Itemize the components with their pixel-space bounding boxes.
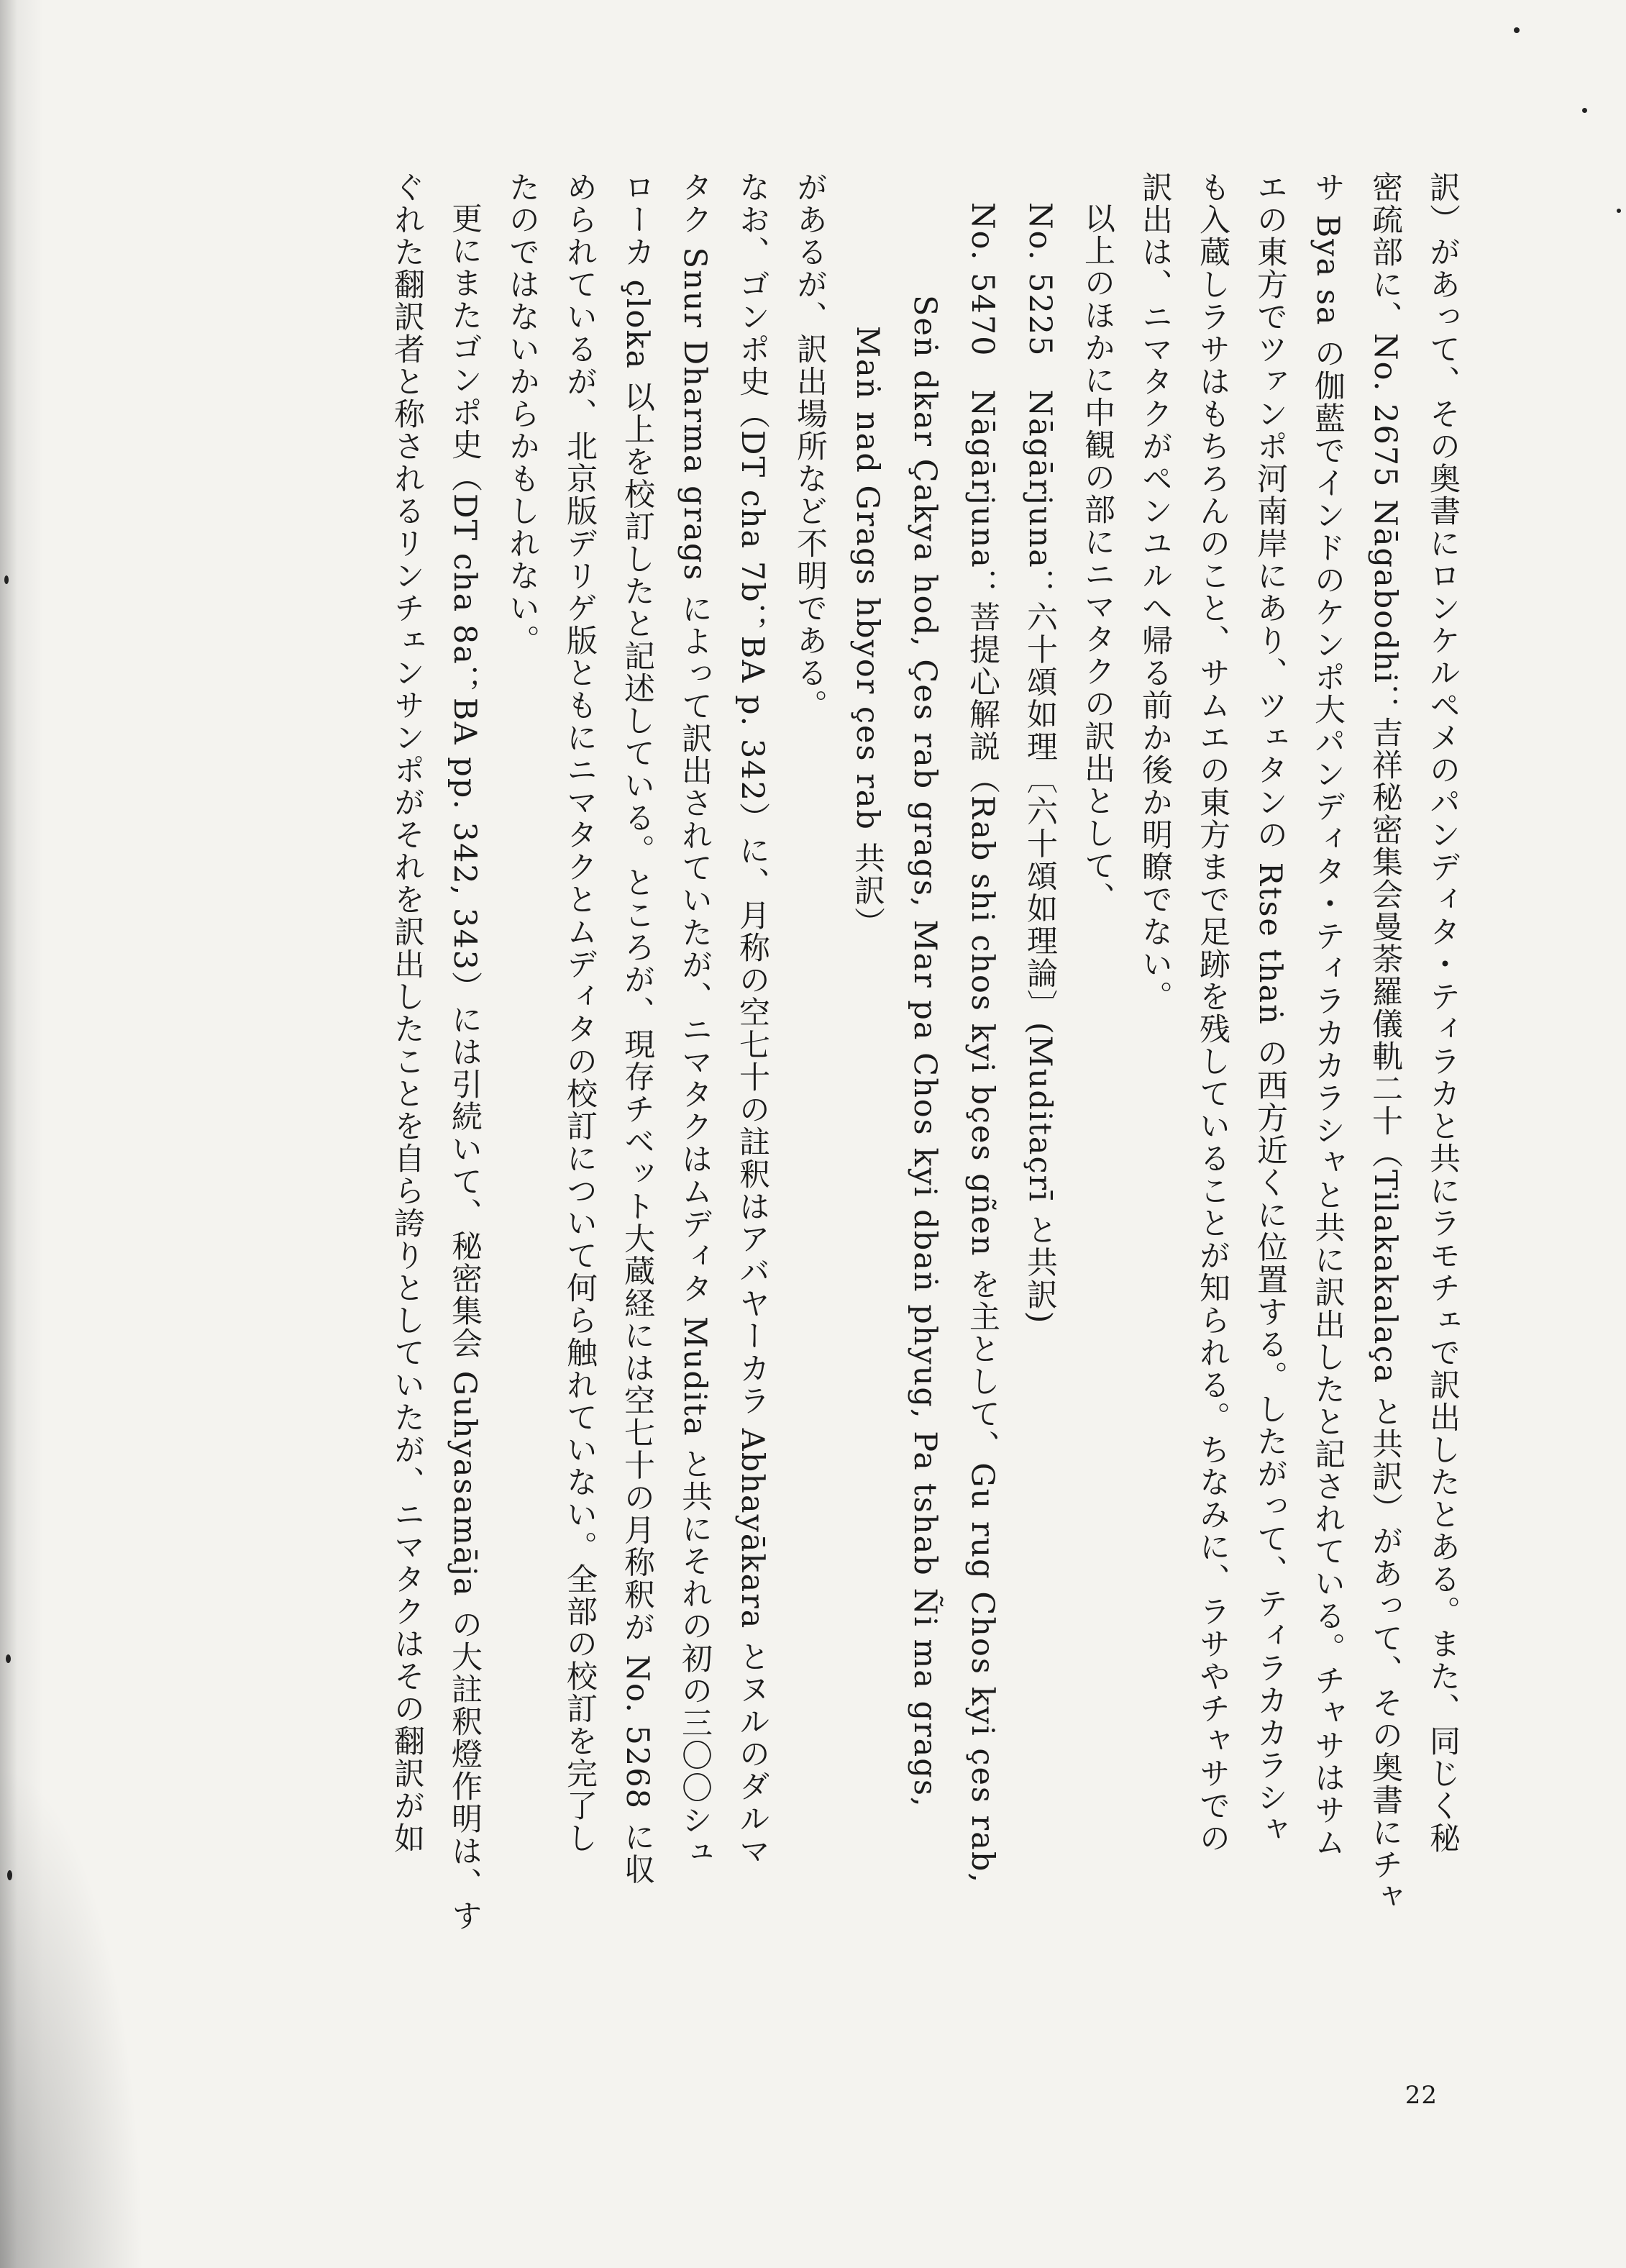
text-line: 訳出は、ニマタクがペンユルへ帰る前か後か明瞭でない。 bbox=[1137, 171, 1173, 1013]
text-line: たのではないからかもしれない。 bbox=[504, 171, 540, 657]
text-line: も入蔵しラサはもちろんのこと、サムエの東方まで足跡を残していることが知られる。ちなみに、ラサやチャサでの bbox=[1195, 171, 1230, 1854]
text-line: ローカ çloka 以上を校訂したと記述している。ところが、現存チベット大蔵経には空七十の月称釈が No. 5268 に収 bbox=[619, 171, 655, 1886]
text-line: No. 5470 Nāgārjuna：菩提心解説（Rab shi chos kyi bçes gñen を主として、Gu rug Chos kyi çes rab, bbox=[964, 202, 1000, 1885]
text-line: Maṅ nad Grags hbyor çes rab 共訳） bbox=[849, 326, 885, 939]
text-line: ぐれた翻訳者と称されるリンチェンサンポがそれを訳出したことを自ら誇りとしていたが、ニマタクはその翻訳が如 bbox=[389, 171, 425, 1854]
scan-speck bbox=[1582, 108, 1587, 113]
scan-speck bbox=[7, 1870, 12, 1880]
text-line: 密疏部に、No. 2675 Nāgabodhi：吉祥秘密集会曼荼羅儀軌二十（Tilakakalaça と共訳）があって、その奥書にチャ bbox=[1367, 171, 1403, 1913]
page-number: 22 bbox=[1405, 2081, 1438, 2110]
scan-speck bbox=[6, 1654, 11, 1663]
scan-speck bbox=[1617, 209, 1621, 213]
text-line: 以上のほかに中観の部にニマタクの訳出として、 bbox=[1079, 202, 1115, 914]
text-line: 更にまたゴンポ史（DT cha 8a；BA pp. 342, 343）には引続いて、秘密集会 Guhyasamāja の大註釈燈作明は、す bbox=[447, 202, 483, 1933]
scan-speck bbox=[4, 575, 9, 584]
text-line: No. 5225 Nāgārjuna：六十頌如理〔六十頌如理論〕(Muditaçrī と共訳) bbox=[1022, 202, 1058, 1325]
vertical-text-body bbox=[378, 171, 1471, 2178]
text-line: タク Snur Dharma grags によって訳出されていたが、ニマタクはムディタ Mudita と共にそれの初の三〇〇シュ bbox=[677, 171, 713, 1869]
text-line: 訳）があって、その奥書にロンケルペメのパンディタ・ティラカと共にラモチェで訳出したとある。また、同じく秘 bbox=[1425, 171, 1461, 1854]
text-line: があるが、訳出場所など不明である。 bbox=[792, 171, 828, 721]
text-line: エの東方でツァンポ河南岸にあり、ツェタンの Rtse thaṅ の西方近くに位置する。したがって、ティラカカラシャ bbox=[1252, 171, 1288, 1846]
text-line: なお、ゴンポ史（DT cha 7b；BA p. 342）に、月称の空七十の註釈はアバヤーカラ Abhayākara とヌルのダルマ bbox=[734, 171, 770, 1868]
text-line: められているが、北京版デリゲ版ともにニマタクとムディタの校訂について何ら触れていない。全部の校訂を完了し bbox=[562, 171, 598, 1854]
text-line: サ Bya sa の伽藍でインドのケンポ大パンディタ・ティラカカラシャと共に訳出したと記されている。チャサはサム bbox=[1310, 171, 1346, 1859]
text-line: Seṅ dkar Çakya hod, Çes rab grags, Mar pa Chos kyi dbaṅ phyug, Pa tshab Ñi ma grags, bbox=[907, 295, 943, 1808]
scan-speck bbox=[1514, 27, 1520, 33]
scan-corner-shadow bbox=[0, 1764, 144, 2268]
